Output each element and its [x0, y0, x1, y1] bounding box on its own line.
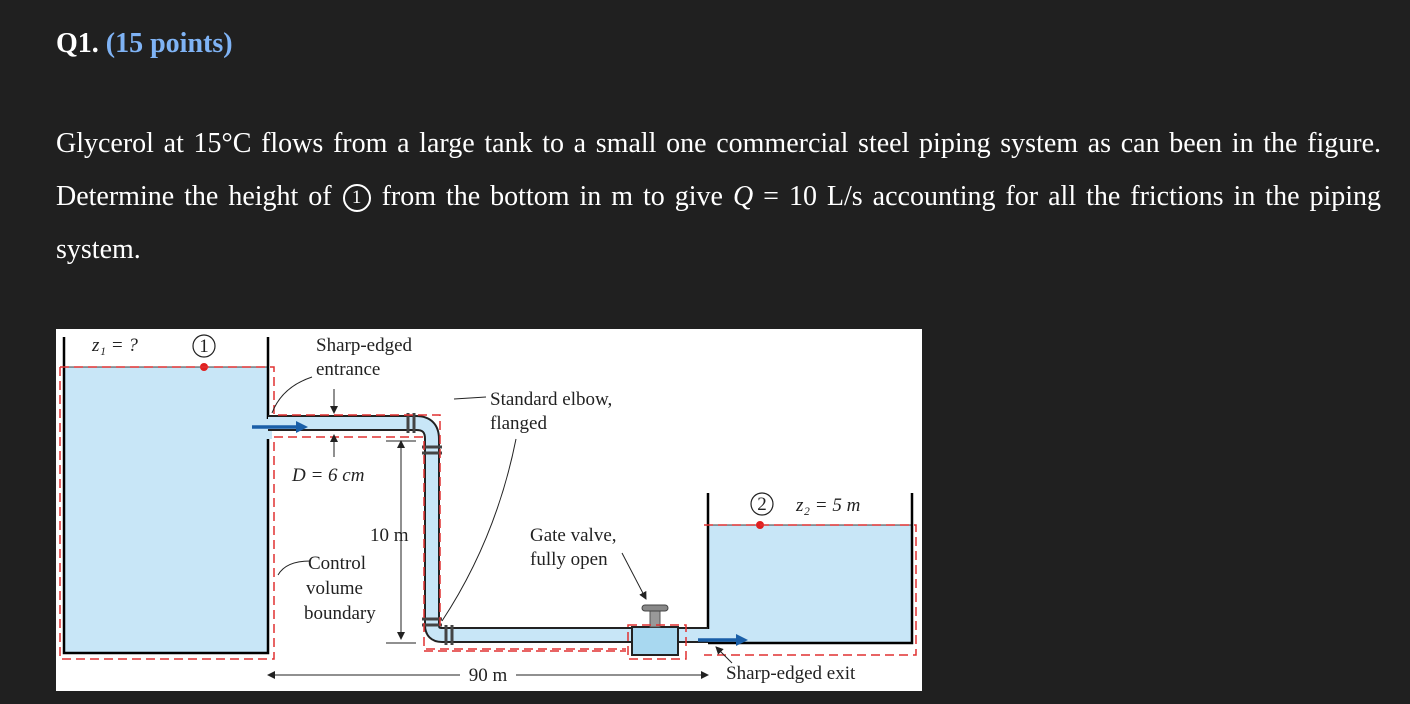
entrance-leader [272, 377, 312, 413]
cv-label-2: volume [306, 578, 363, 599]
question-text [56, 117, 1381, 276]
entrance-label-1: Sharp-edged [316, 335, 413, 356]
height-label: 10 m [370, 525, 409, 546]
valve-label-2: fully open [530, 549, 608, 570]
question-points: (15 points) [105, 28, 233, 59]
point1-label: 1 [199, 336, 209, 357]
piping-figure [56, 329, 922, 691]
piping-diagram [56, 329, 922, 691]
elbow-label-1: Standard elbow, [490, 389, 613, 410]
point-marker: 1 [343, 184, 371, 212]
point2-label: 2 [757, 494, 767, 515]
flow-symbol: Q [732, 181, 754, 212]
z1-label: z₁ = ? [92, 335, 138, 356]
question-text-part3: = 10 L/s accounting for all the frictions in the piping system. [56, 181, 1382, 265]
question-title [56, 28, 233, 60]
large-tank-water [64, 367, 268, 653]
cv-label-3: boundary [304, 603, 376, 624]
cv-leader [278, 561, 310, 575]
exit-label: Sharp-edged exit [726, 663, 856, 684]
gate-valve [632, 605, 678, 655]
question-number: Q1. [56, 28, 99, 59]
valve-label-1: Gate valve, [530, 525, 617, 546]
z2-label: z₂ = 5 m [796, 495, 861, 516]
cv-label-1: Control [308, 553, 367, 574]
small-tank-water [708, 525, 912, 643]
valve-leader [622, 553, 646, 599]
length-label: 90 m [468, 665, 508, 686]
elbow-label-2: flanged [490, 413, 547, 434]
diameter-label: D = 6 cm [292, 465, 365, 486]
question-text-part1: Glycerol at 15°C flows from a large tank to a small one commercial steel piping system as can been in the figure. Determine the height of [56, 128, 1381, 212]
question-text-part2: from the bottom in m to give [381, 181, 723, 212]
elbow-leader [442, 439, 516, 621]
entrance-label-2: entrance [316, 359, 381, 380]
